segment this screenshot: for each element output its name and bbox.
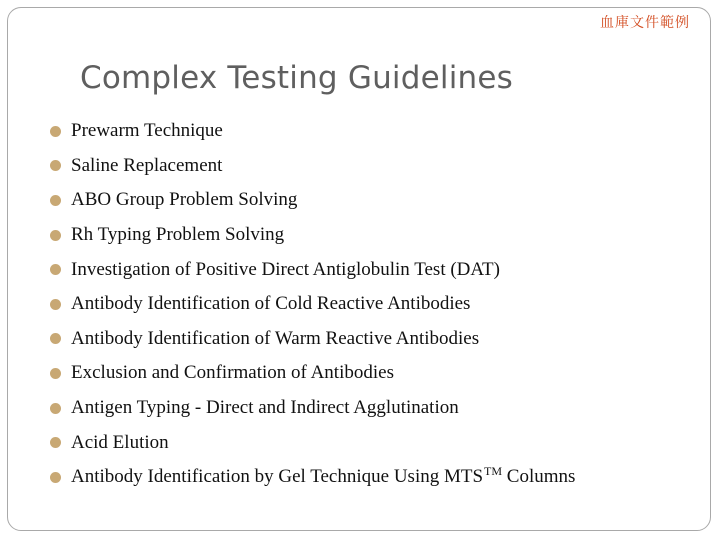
list-item [50, 425, 575, 460]
list-item [50, 183, 575, 218]
list-item [50, 218, 575, 253]
bullet-text: Antibody Identification of Cold Reactive Antibodies [71, 293, 471, 315]
bullet-text: Exclusion and Confirmation of Antibodies [71, 362, 394, 384]
page-title: Complex Testing Guidelines [80, 60, 513, 96]
bullet-text: Investigation of Positive Direct Antiglobulin Test (DAT) [71, 258, 500, 280]
list-item [50, 460, 575, 495]
bullet-icon [50, 264, 61, 275]
bullet-icon [50, 403, 61, 414]
bullet-icon [50, 299, 61, 310]
bullet-icon [50, 333, 61, 344]
bullet-text: Rh Typing Problem Solving [71, 224, 285, 246]
list-item [50, 149, 575, 184]
bullet-list [50, 114, 575, 495]
bullet-icon [50, 126, 61, 137]
bullet-icon [50, 472, 61, 483]
list-item [50, 322, 575, 357]
bullet-text: Prewarm Technique [71, 120, 223, 142]
bullet-text: Saline Replacement [71, 154, 223, 176]
bullet-text: Antibody Identification of Warm Reactive Antibodies [71, 327, 480, 349]
bullet-text: Antigen Typing - Direct and Indirect Agglutination [71, 397, 459, 419]
bullet-text [71, 466, 575, 488]
list-item [50, 287, 575, 322]
list-item [50, 391, 575, 426]
bullet-text: ABO Group Problem Solving [71, 189, 298, 211]
bullet-text-suffix: Columns [502, 466, 576, 488]
list-item [50, 252, 575, 287]
trademark-superscript: TM [484, 464, 503, 479]
bullet-text: Acid Elution [71, 431, 169, 453]
bullet-icon [50, 368, 61, 379]
bullet-text-main: Antibody Identification by Gel Technique Using MTS [71, 466, 484, 488]
list-item [50, 356, 575, 391]
bullet-icon [50, 195, 61, 206]
bullet-icon [50, 230, 61, 241]
bullet-icon [50, 160, 61, 171]
bullet-icon [50, 437, 61, 448]
list-item [50, 114, 575, 149]
header-label: 血庫文件範例 [600, 15, 690, 31]
